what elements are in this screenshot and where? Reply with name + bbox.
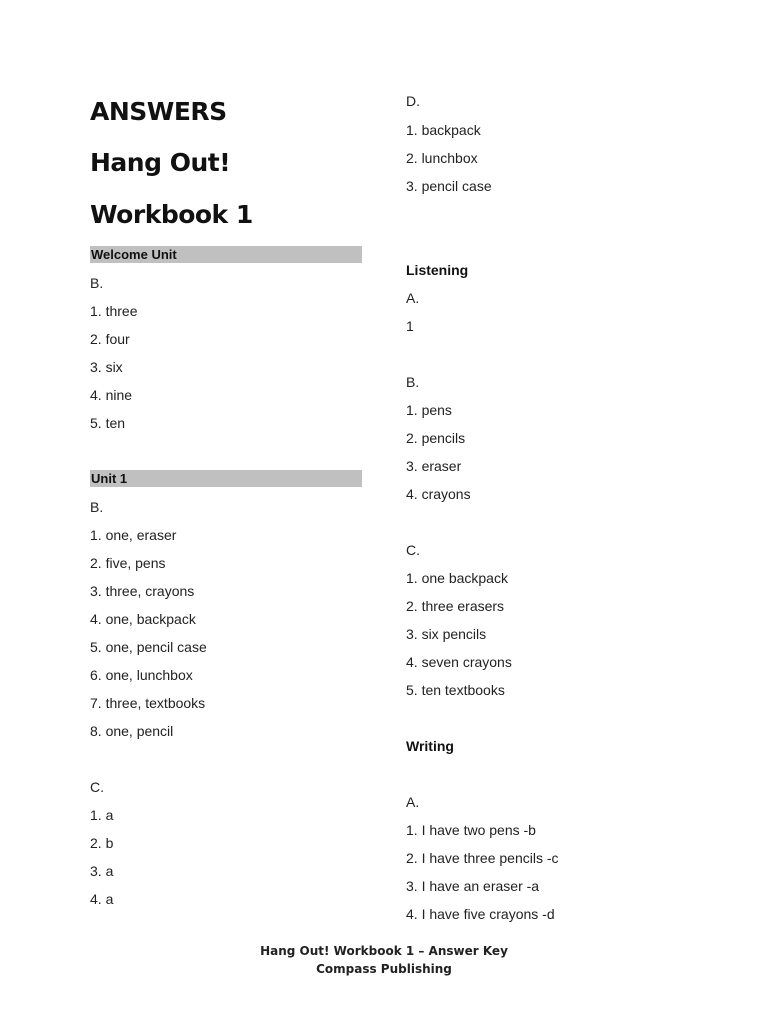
- answer-item: 4. nine: [90, 387, 133, 403]
- answer-item: 1. one backpack: [406, 570, 508, 586]
- section-heading-welcome-unit: Welcome Unit: [90, 246, 362, 263]
- answer-item: 5. one, pencil case: [90, 639, 207, 655]
- answer-item: 2. five, pens: [90, 555, 166, 571]
- answer-item: 2. four: [90, 331, 130, 347]
- answer-item: 3. six pencils: [406, 626, 487, 642]
- answer-item: 1. backpack: [406, 122, 481, 138]
- footer-publisher: Compass Publishing: [316, 962, 452, 976]
- page-title-answers: ANSWERS: [90, 97, 227, 126]
- exercise-label: A.: [406, 290, 420, 306]
- exercise-label: C.: [90, 779, 104, 795]
- answer-item: 2. b: [90, 835, 114, 851]
- answer-item: 5. ten textbooks: [406, 682, 505, 698]
- answer-item: 5. ten: [90, 415, 126, 431]
- answer-item: 2. lunchbox: [406, 150, 478, 166]
- answer-item: 3. six: [90, 359, 123, 375]
- answer-item: 3. I have an eraser -a: [406, 878, 540, 894]
- answer-item: 4. crayons: [406, 486, 471, 502]
- page-title-workbook: Workbook 1: [90, 200, 253, 229]
- answer-item: 1. one, eraser: [90, 527, 177, 543]
- exercise-label: B.: [90, 499, 104, 515]
- answer-item: 1: [406, 318, 414, 334]
- answer-item: 1. a: [90, 807, 114, 823]
- answer-item: 4. I have five crayons -d: [406, 906, 555, 922]
- answer-item: 1. I have two pens -b: [406, 822, 536, 838]
- answer-item: 3. a: [90, 863, 114, 879]
- answer-item: 2. I have three pencils -c: [406, 850, 559, 866]
- answer-item: 3. three, crayons: [90, 583, 195, 599]
- answer-item: 2. three erasers: [406, 598, 505, 614]
- answer-item: 6. one, lunchbox: [90, 667, 193, 683]
- answer-item: 3. eraser: [406, 458, 462, 474]
- answer-item: 4. one, backpack: [90, 611, 196, 627]
- answer-item: 1. three: [90, 303, 138, 319]
- exercise-label: B.: [90, 275, 104, 291]
- answer-item: 4. seven crayons: [406, 654, 512, 670]
- exercise-label: A.: [406, 794, 420, 810]
- answer-item: 2. pencils: [406, 430, 466, 446]
- answer-item: 1. pens: [406, 402, 452, 418]
- answer-item: 4. a: [90, 891, 114, 907]
- exercise-label: B.: [406, 374, 420, 390]
- answer-item: 8. one, pencil: [90, 723, 174, 739]
- page-title-series: Hang Out!: [90, 148, 231, 177]
- footer-answer-key: Hang Out! Workbook 1 – Answer Key: [260, 944, 508, 958]
- answer-item: 3. pencil case: [406, 178, 492, 194]
- answer-item: 7. three, textbooks: [90, 695, 206, 711]
- section-heading-unit-1: Unit 1: [90, 470, 362, 487]
- exercise-label: C.: [406, 542, 420, 558]
- section-heading-listening: Listening: [406, 262, 469, 278]
- section-heading-writing: Writing: [406, 738, 454, 754]
- exercise-label: D.: [406, 93, 420, 109]
